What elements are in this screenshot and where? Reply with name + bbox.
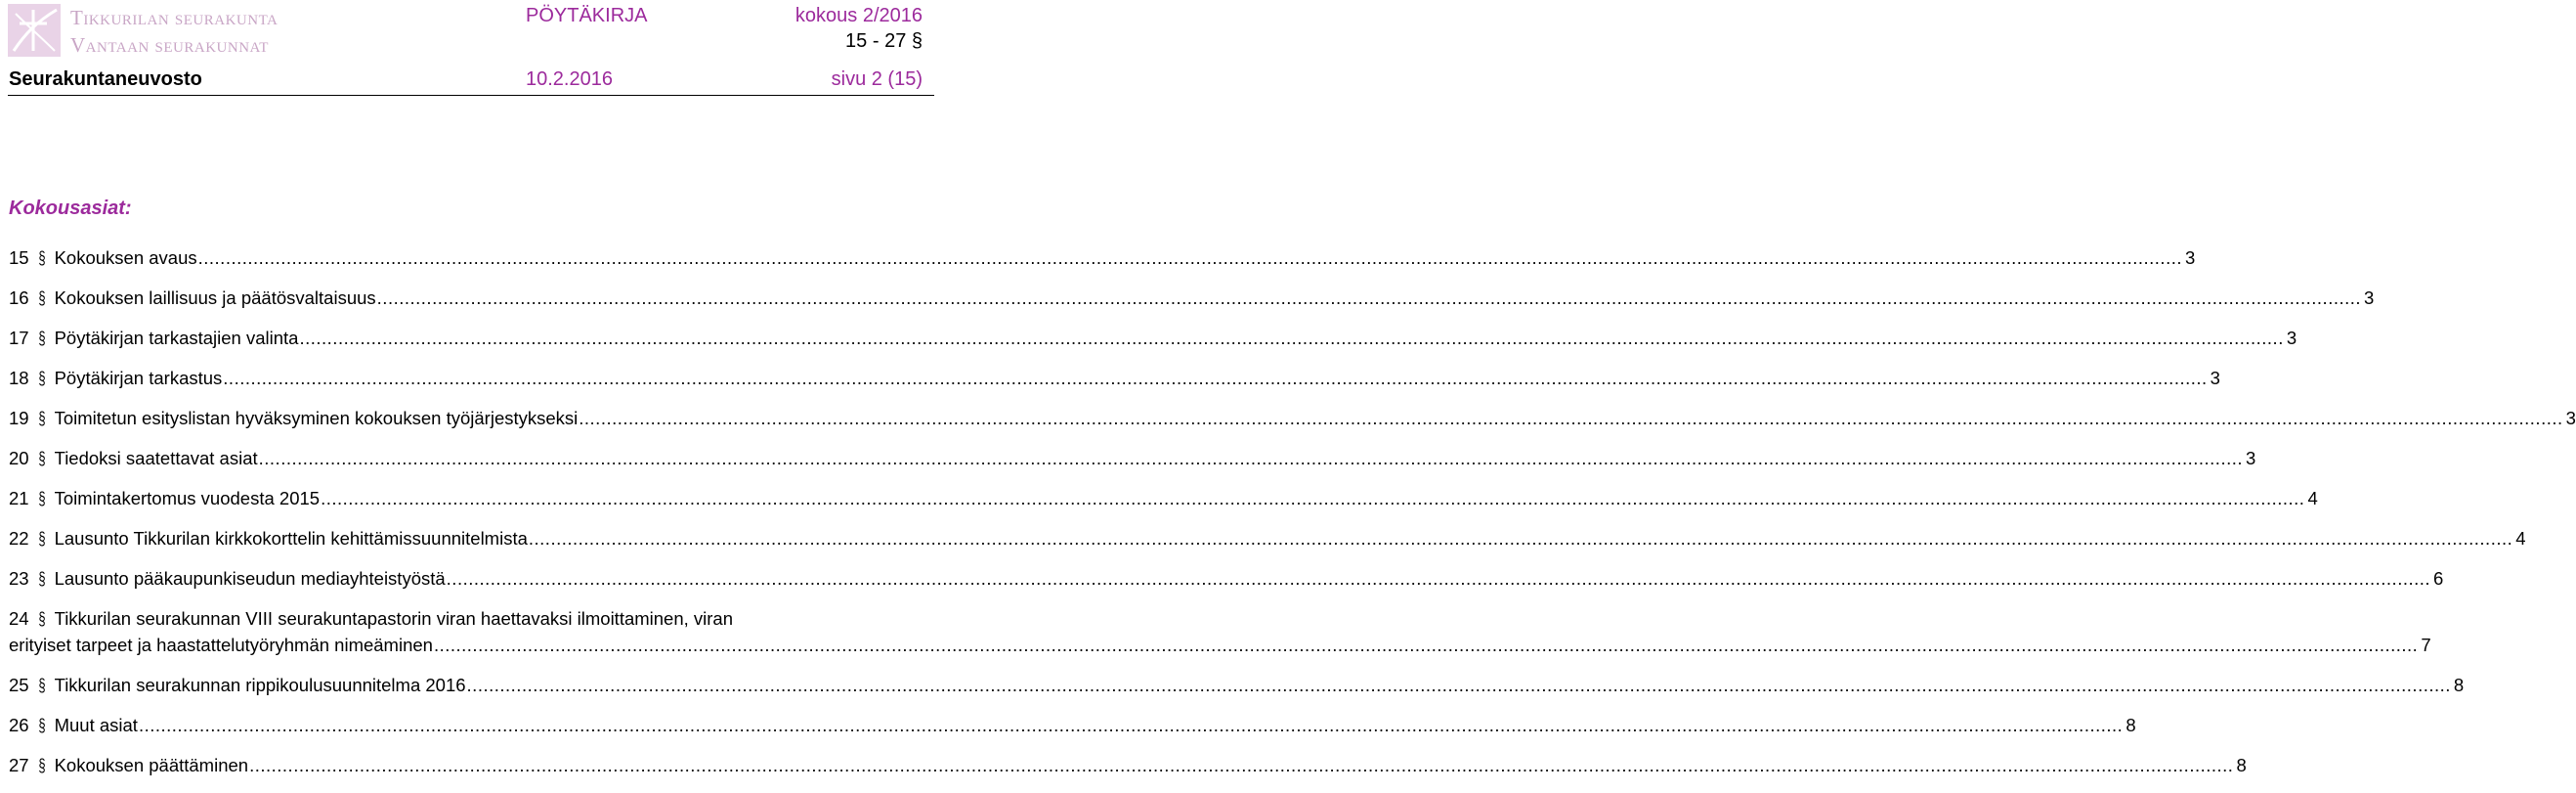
toc-item-26[interactable] xyxy=(9,712,2136,738)
page-number: sivu 2 (15) xyxy=(831,68,923,90)
item-number: 26 xyxy=(9,715,29,735)
toc-item-20[interactable] xyxy=(9,445,2256,471)
section-symbol: § xyxy=(37,608,46,629)
meeting-date: 10.2.2016 xyxy=(526,68,613,90)
section-symbol: § xyxy=(37,368,46,388)
section-symbol: § xyxy=(37,755,46,775)
item-label: Tikkurilan seurakunnan rippikoulusuunnitelma 2016 xyxy=(54,675,466,695)
item-number: 27 xyxy=(9,755,29,775)
toc-item-24[interactable] xyxy=(9,605,2431,658)
item-page: 3 xyxy=(2364,287,2375,308)
item-label: Lausunto Tikkurilan kirkkokorttelin kehittämissuunnitelmista xyxy=(54,528,528,549)
item-page: 6 xyxy=(2433,568,2444,589)
leader-dots xyxy=(321,485,2304,511)
item-page: 4 xyxy=(2515,528,2526,549)
item-label: Kokouksen laillisuus ja päätösvaltaisuus xyxy=(54,287,376,308)
leader-dots xyxy=(259,445,2243,471)
item-number: 25 xyxy=(9,675,29,695)
header-divider xyxy=(8,95,934,96)
document-type: PÖYTÄKIRJA xyxy=(526,5,648,26)
toc-item-19[interactable] xyxy=(9,405,2576,431)
toc-item-18[interactable] xyxy=(9,365,2220,391)
leader-dots xyxy=(467,672,2451,698)
item-page: 3 xyxy=(2246,448,2256,468)
item-number: 24 xyxy=(9,608,29,629)
leader-dots xyxy=(198,244,2182,271)
item-number: 16 xyxy=(9,287,29,308)
item-page: 7 xyxy=(2421,635,2431,655)
item-label: Muut asiat xyxy=(54,715,138,735)
item-label: Kokouksen avaus xyxy=(54,247,197,268)
leader-dots xyxy=(529,525,2512,551)
toc-item-21[interactable] xyxy=(9,485,2318,511)
leader-dots xyxy=(139,712,2123,738)
parish-logo-icon xyxy=(8,4,61,57)
section-symbol: § xyxy=(37,568,46,589)
section-symbol: § xyxy=(37,287,46,308)
leader-dots xyxy=(223,365,2207,391)
item-label: Tiedoksi saatettavat asiat xyxy=(54,448,258,468)
item-label: Lausunto pääkaupunkiseudun mediayhteistyöstä xyxy=(54,568,446,589)
item-label: Toimitetun esityslistan hyväksyminen kokouksen työjärjestykseksi xyxy=(54,408,579,428)
section-symbol: § xyxy=(37,448,46,468)
agenda-title: Kokousasiat: xyxy=(9,198,132,219)
section-symbol: § xyxy=(37,715,46,735)
section-symbol: § xyxy=(37,528,46,549)
item-label: Pöytäkirjan tarkastus xyxy=(54,368,223,388)
item-page: 3 xyxy=(2185,247,2196,268)
toc-item-22[interactable] xyxy=(9,525,2526,551)
item-number: 23 xyxy=(9,568,29,589)
item-label-line2: erityiset tarpeet ja haastattelutyöryhmän nimeäminen xyxy=(9,635,433,655)
section-symbol: § xyxy=(37,328,46,348)
meeting-number: kokous 2/2016 xyxy=(794,5,923,26)
item-number: 19 xyxy=(9,408,29,428)
item-page: 8 xyxy=(2453,675,2465,695)
item-number: 21 xyxy=(9,488,29,508)
organization-name-line1: Tikkurilan seurakunta xyxy=(70,6,279,29)
item-label-line1: Tikkurilan seurakunnan VIII seurakuntapastorin viran haettavaksi ilmoittaminen, viran xyxy=(54,608,734,629)
item-page: 8 xyxy=(2236,755,2247,775)
leader-dots xyxy=(447,565,2430,592)
item-page: 4 xyxy=(2307,488,2318,508)
agenda-list xyxy=(9,244,2576,792)
item-number: 15 xyxy=(9,247,29,268)
item-label: Kokouksen päättäminen xyxy=(54,755,249,775)
leader-dots xyxy=(377,285,2361,311)
item-number: 20 xyxy=(9,448,29,468)
item-label: Pöytäkirjan tarkastajien valinta xyxy=(54,328,299,348)
toc-item-16[interactable] xyxy=(9,285,2375,311)
section-symbol: § xyxy=(37,247,46,268)
board-name: Seurakuntaneuvosto xyxy=(9,68,202,90)
item-number: 17 xyxy=(9,328,29,348)
leader-dots xyxy=(299,325,2283,351)
item-number: 18 xyxy=(9,368,29,388)
toc-item-27[interactable] xyxy=(9,752,2247,778)
toc-item-23[interactable] xyxy=(9,565,2444,592)
toc-item-25[interactable] xyxy=(9,672,2465,698)
leader-dots xyxy=(434,632,2418,658)
leader-dots xyxy=(249,752,2233,778)
toc-item-15[interactable] xyxy=(9,244,2196,271)
item-page: 8 xyxy=(2125,715,2136,735)
section-symbol: § xyxy=(37,408,46,428)
item-page: 3 xyxy=(2565,408,2576,428)
section-symbol: § xyxy=(37,488,46,508)
item-page: 3 xyxy=(2286,328,2297,348)
item-page: 3 xyxy=(2210,368,2220,388)
item-label: Toimintakertomus vuodesta 2015 xyxy=(54,488,321,508)
section-symbol: § xyxy=(37,675,46,695)
organization-name-line2: Vantaan seurakunnat xyxy=(70,33,269,57)
leader-dots xyxy=(579,405,2562,431)
toc-item-17[interactable] xyxy=(9,325,2297,351)
section-range: 15 - 27 § xyxy=(845,30,923,52)
item-number: 22 xyxy=(9,528,29,549)
